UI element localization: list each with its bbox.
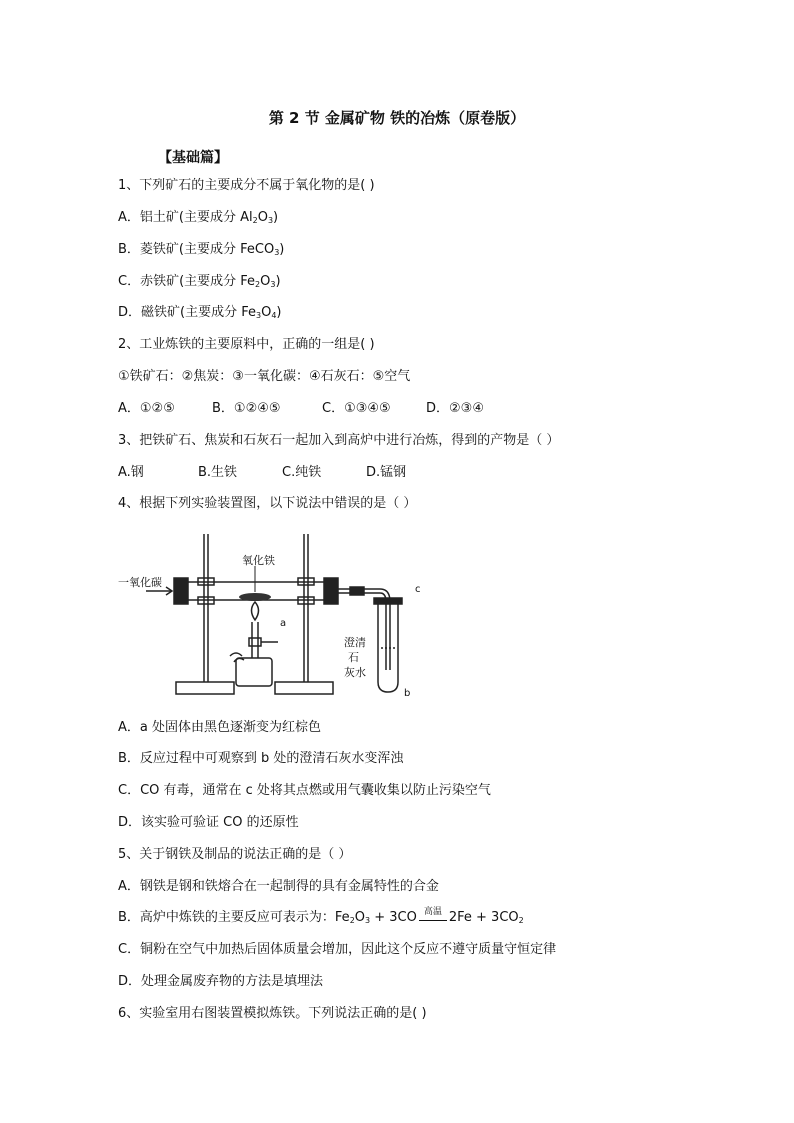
q3-option-d: D.锰钢	[366, 465, 407, 480]
q2-options	[118, 401, 484, 417]
page-title: 第 2 节 金属矿物 铁的冶炼（原卷版）	[268, 109, 526, 127]
section-heading: 【基础篇】	[158, 150, 228, 166]
iron-oxide-powder	[239, 593, 271, 601]
q5-option-b: B．高炉中炼铁的主要反应可表示为：$Fe_2O_3 + 3CO$ 高温 $2Fe + 3CO_2$	[118, 907, 524, 925]
q2-option-d: D．②③④	[426, 401, 484, 416]
q4-stem: 4、根据下列实验装置图，以下说法中错误的是（ ）	[118, 496, 417, 511]
left-stand-base	[176, 682, 234, 694]
label-c: c	[415, 584, 421, 595]
left-stopper	[174, 578, 188, 604]
q5-option-d: D．处理金属废弃物的方法是填埋法	[118, 974, 324, 989]
right-stopper	[324, 578, 338, 604]
limewater-label-3: 灰水	[344, 666, 366, 679]
limewater-label-1: 澄清	[344, 636, 366, 649]
test-tube	[378, 600, 398, 692]
q2-option-c: C．①③④⑤	[322, 401, 391, 416]
q1-option-d: D．磁铁矿(主要成分 $Fe_3O_4$)	[118, 305, 282, 320]
co-label: 一氧化碳	[118, 576, 162, 589]
q4-option-b: B．反应过程中可观察到 b 处的澄清石灰水变浑浊	[118, 751, 404, 766]
q5-stem: 5、关于钢铁及制品的说法正确的是（ ）	[118, 847, 352, 862]
q2-stem: 2、工业炼铁的主要原料中，正确的一组是( )	[118, 337, 375, 352]
q2-option-a: A．①②⑤	[118, 401, 175, 416]
q1-option-b: B．菱铁矿(主要成分 FeCO$_3$)	[118, 242, 285, 257]
q3-option-a: A.钢	[118, 465, 144, 480]
q5-option-a: A．钢铁是钢和铁熔合在一起制得的具有金属特性的合金	[118, 879, 439, 894]
experiment-apparatus-diagram	[118, 530, 432, 700]
q5-option-c: C．铜粉在空气中加热后固体质量会增加，因此这个反应不遵守质量守恒定律	[118, 942, 557, 957]
limewater-label-2: 石	[348, 651, 359, 664]
q6-stem: 6、实验室用右图装置模拟炼铁。下列说法正确的是( )	[118, 1006, 427, 1021]
q2-option-b: B．①②④⑤	[212, 401, 281, 416]
q4-option-a: A．a 处固体由黑色逐渐变为红棕色	[118, 720, 321, 735]
q3-options	[118, 465, 406, 481]
q1-option-a: A．铝土矿(主要成分 $Al_2O_3$)	[118, 210, 279, 225]
reaction-condition: 高温	[419, 913, 447, 921]
right-stand-base	[275, 682, 333, 694]
q3-option-c: C.纯铁	[282, 465, 322, 480]
q3-option-b: B.生铁	[198, 465, 238, 480]
flame	[252, 602, 259, 620]
q4-option-c: C．CO 有毒，通常在 c 处将其点燃或用气囊收集以防止污染空气	[118, 783, 491, 798]
q3-stem: 3、把铁矿石、焦炭和石灰石一起加入到高炉中进行冶炼，得到的产物是（ ）	[118, 433, 560, 448]
burner-base	[236, 658, 272, 686]
fe2o3-label: 氧化铁	[242, 554, 275, 567]
label-a: a	[280, 618, 287, 629]
q2-list: ①铁矿石：②焦炭：③一氧化碳：④石灰石：⑤空气	[118, 369, 411, 384]
label-b: b	[404, 688, 411, 699]
q1-option-c: C．赤铁矿(主要成分 $Fe_2O_3$)	[118, 274, 281, 289]
q4-option-d: D．该实验可验证 CO 的还原性	[118, 815, 299, 830]
q1-stem: 1、下列矿石的主要成分不属于氧化物的是( )	[118, 178, 375, 193]
